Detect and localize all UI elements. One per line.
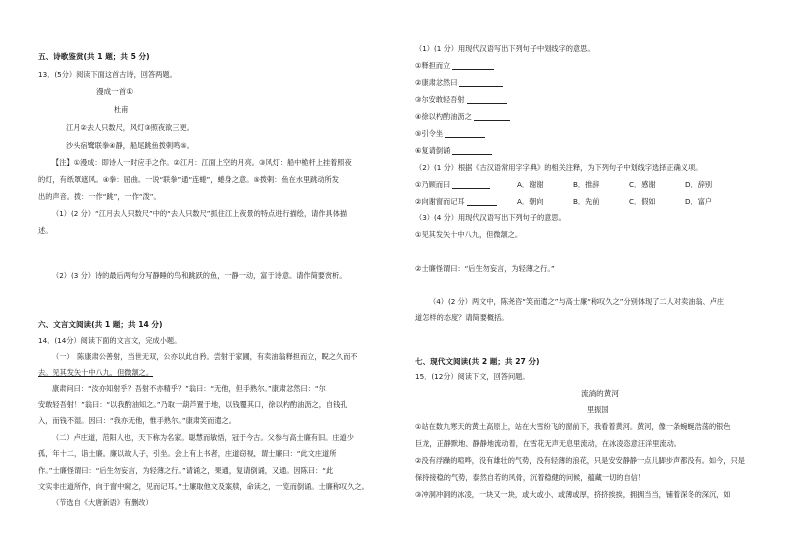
note-line-1: 【注】①漫成：即诗人一时应手之作。②江月：江面上空的月亮。③风灯：船中桅杆上挂着照夜 [52,158,352,167]
q14-1-prompt: （1）(1 分）用现代汉语写出下列句子中划线字的意思。 [415,44,595,53]
q14-4-line-2: 道怎样的态度？请简要概括。 [415,313,509,322]
q14-1-item-4 [415,112,510,121]
note-line-3: 出的声音。拨：一作“跳”，一作“泼”。 [38,192,161,201]
poem-line-1: 江月②去人只数尺，风灯③照夜欲三更。 [66,123,194,132]
answer-blank[interactable] [467,198,497,206]
q14-1-item-5-text: ⑤引令坐 [415,129,444,138]
q13-1-line-2: 述。 [38,226,53,235]
article-para2-line-2: 保持接稳的气势，泰然自若的风骨，沉着稳健的问候，蕴藏一切的自信！ [415,473,646,482]
q14-2-item-2-text: ②向谢窗而记耳 [415,197,465,206]
q15-intro: 15．(12分）阅读下文，回答问题。 [415,372,530,381]
source-note: （节选自《大唐新语》有删改） [52,498,153,507]
poem-title: 漫成一首① [96,87,134,96]
q14-1-item-6 [415,146,492,155]
q14-1-item-6-text: ⑥复请倒诵 [415,146,451,155]
q13-intro: 13．(5分）阅读下面这首古诗，回答两题。 [38,70,177,79]
article-para1-line-1: ①站在数九寒天的黄土高原上，站在大雪纷飞的窗前下，我看着黄河。黄河，像一条蜿蜒浩荡的银色 [415,422,731,431]
section-six-header: 六、文言文阅读(共 1 题；共 14 分) [38,320,163,329]
q14-2-item-2 [415,197,497,206]
passage1-para2-line-2: 安敢轻吾射！”翁曰：“以我酌油知之。”乃取一葫芦置于地，以钱覆其口，徐以杓酌油沥之，自钱孔 [38,400,348,409]
answer-blank[interactable] [452,181,490,189]
q14-2-opt-1b[interactable]: B．推辞 [573,180,600,189]
q14-2-prompt: （2）(1 分）根据《古汉语常用字字典》的相关注释，为下列句子中划线字选择正确义项。 [415,163,703,172]
answer-blank[interactable] [467,96,507,104]
article-title: 流淌的黄河 [581,389,619,398]
q14-2-opt-1c[interactable]: C．感谢 [629,180,656,189]
q14-1-item-2-text: ②康肃忿然曰 [415,78,458,87]
answer-blank[interactable] [474,113,510,121]
q14-2-opt-1d[interactable]: D．辞别 [685,180,713,189]
answer-blank[interactable] [459,79,503,87]
q14-1-item-1 [415,61,494,70]
q14-2-opt-2b[interactable]: B．先前 [573,197,600,206]
passage2-line-2: 孤，年十二，诣士廉。廉以故人子，引坐。会上有上书者，庄道窃视，谓士廉曰：“此文庄道所 [38,449,337,458]
q14-1-item-5 [415,129,485,138]
passage1-line-1: （一） 陈康肃公善射，当世无双，公亦以此自矜。尝射于家圃，有卖油翁释担而立，睨之久而不 [52,352,358,361]
article-para1-line-2: 巨龙，正静默地、静静地流动着，在雪花无声无息里流动，在冰凌恣意汪洋里流动。 [415,439,681,448]
q14-2-item-1 [415,180,490,189]
q14-1-item-3 [415,95,507,104]
q14-1-item-4-text: ④徐以杓酌油沥之 [415,112,472,121]
q14-2-opt-2a[interactable]: A．朝向 [517,197,544,206]
q14-3-prompt: （3）(4 分）用现代汉语写出下列句子的意思。 [415,213,566,222]
passage2-line-1: （二）卢庄道，范阳人也，天下称为名家。聪慧而敏悟，冠于今古。父参与高士廉有旧。庄道少 [52,433,354,442]
section-five-header: 五、诗歌鉴赏(共 1 题；共 5 分) [38,52,150,61]
q14-2-opt-1a[interactable]: A．谢谢 [517,180,544,189]
q14-3-item-2: ②士廉怪谓曰：“后生勿妄言，为轻薄之行。” [415,264,555,273]
q14-1-item-2 [415,78,503,87]
answer-blank[interactable] [445,130,485,138]
q14-3-item-1: ①见其发矢十中八九，但微颔之。 [415,230,523,239]
poem-line-2: 沙头宿鹭联拳④静，船尾跳鱼拨剌鸣⑤。 [66,141,194,150]
answer-blank[interactable] [452,62,494,70]
q14-1-item-3-text: ③尔安敢轻吾射 [415,95,465,104]
q14-2-item-1-text: ①乃顾而曰 [415,180,451,189]
q14-4-line-1: （4）(2 分）两文中，陈尧咨“笑而遣之”与高士廉“称叹久之”分别体现了二人对卖油翁、卢庄 [429,297,725,306]
article-para3-line-1: ③冲洞冲洞的冰凌，一块又一块，或大或小、或薄或厚，挤挤挨挨，拥拥当当，铺着深冬的深沉，如 [415,490,731,499]
passage2-line-4: 文实非庄道所作，向于窗中窥之，见而记耳。”士廉取他文及案牍，命读之，一览而倒诵。士廉称叹久之。 [38,482,369,491]
poem-author: 杜甫 [114,105,129,114]
q13-1-line-1: （1）(2 分）“江月去人只数尺”中的“去人只数尺”抓住江上夜景的特点进行描绘，请作具体描 [52,209,348,218]
answer-blank[interactable] [452,147,492,155]
passage1-para2-line-3: 入，而钱不湿。因曰：“我亦无他，惟手熟尔。”康肃笑而遣之。 [38,416,236,425]
q14-1-item-1-text: ①释担而立 [415,61,451,70]
q13-2: （2）(3 分）诗的最后两句分写静睡的鸟和跳跃的鱼，一静一动，富于诗意。请作简要赏析。 [52,271,347,280]
passage2-line-3: 作。”士廉怪谓曰：“后生勿妄言，为轻薄之行。”请诵之，果通，复请倒诵，又通。因陈曰：“此 [38,466,334,475]
note-line-2: 的灯，有纸罩遮风。④拳：屈曲。一说“联拳”通“连蜷”，蜷身之意。⑤拨剌：鱼在水里跳动所发 [38,175,339,184]
passage1-line-2: 去。见其发矢十中八九，但微颔之。 [38,368,154,377]
q14-2-opt-2d[interactable]: D．富户 [685,197,713,206]
q14-intro: 14．(14分）阅读下面的文言文，完成小题。 [38,336,182,345]
article-para2-line-1: ②没有浮躁的喧哗，没有雄壮的气势，没有轻薄的浪花，只是安安静静一点儿脚步声都没有。如今，只是 [415,456,745,465]
passage1-para2-line-1: 康肃问曰：“汝亦知射乎？吾射不亦精乎？”翁曰：“无他，但手熟尔。”康肃忿然曰：“尔 [52,384,326,393]
q14-2-opt-2c[interactable]: C．假如 [629,197,656,206]
article-author: 里振国 [587,405,609,414]
section-seven-header: 七、现代文阅读(共 2 题；共 27 分) [415,357,540,366]
